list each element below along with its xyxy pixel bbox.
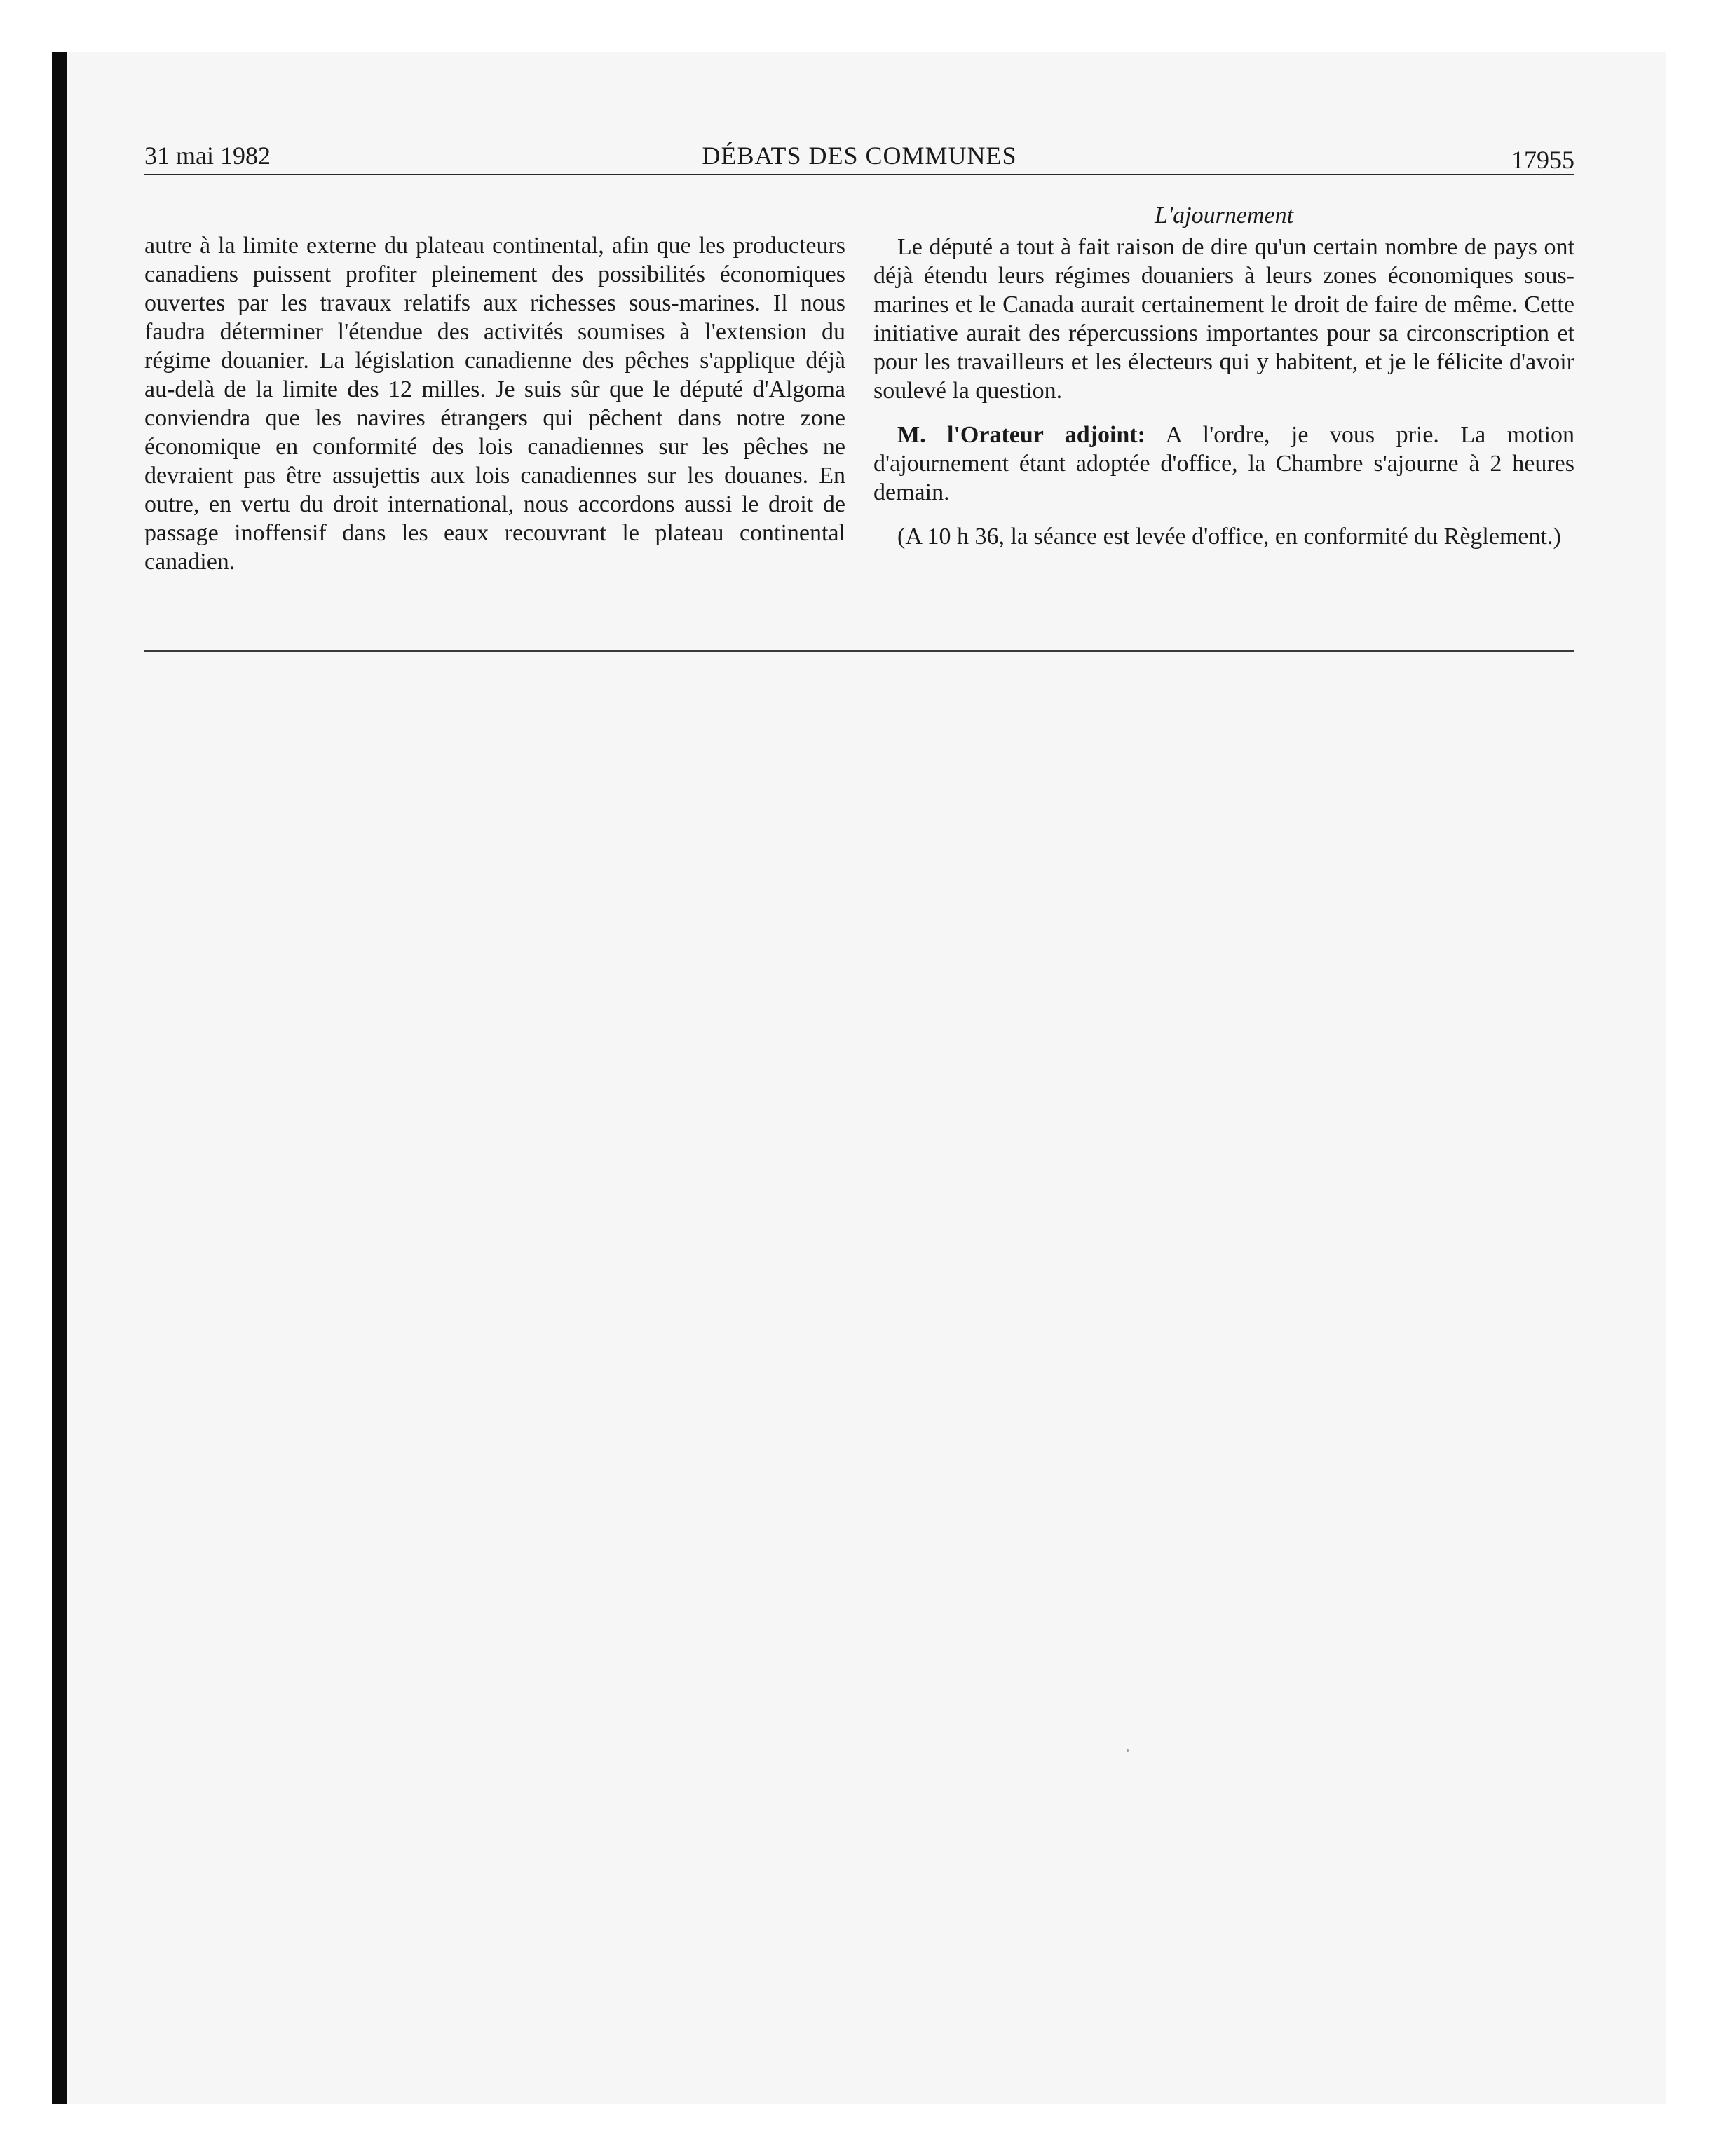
right-paragraph-3: (A 10 h 36, la séance est levée d'office, en conformité du Règlement.)	[897, 524, 1561, 550]
speaker-name: M. l'Orateur adjoint:	[897, 422, 1145, 448]
right-paragraph-1: Le député a tout à fait raison de dire qu'un certain nombre de pays ont déjà étendu leurs régimes douaniers à leurs zones économiques sous-marines et le Canada aurait certainement le droit de faire de même. Cette initiative aurait des répercussions importantes pour sa circonscription et pour les travailleurs et les électeurs qui y habitent, et je le félicite d'avoir soulevé la question.	[873, 234, 1574, 404]
right-column	[873, 199, 1574, 566]
end-rule	[144, 650, 1574, 652]
left-paragraph: autre à la limite externe du plateau continental, afin que les producteurs canadiens puissent profiter pleinement des possibilités économiques ouvertes par les travaux relatifs aux richesses sous-marines. Il nous faudra déterminer l'étendue des activités soumises à l'extension du régime douanier. La législation canadienne des pêches s'applique déjà au-delà de la limite des 12 milles. Je suis sûr que le député d'Algoma conviendra que les navires étrangers qui pêchent dans notre zone économique en conformité des lois canadiennes sur les pêches ne devraient pas être assujettis aux lois canadiennes sur les douanes. En outre, en vertu du droit international, nous accordons aussi le droit de passage inoffensif dans les eaux recouvrant le plateau continental canadien.	[144, 233, 845, 575]
header-title: DÉBATS DES COMMUNES	[702, 142, 1017, 170]
scan-binding-edge	[52, 52, 67, 2104]
header-page-number: 17955	[1511, 146, 1574, 174]
section-title: L'ajournement	[1154, 203, 1294, 228]
left-column	[144, 231, 845, 576]
speaker-paragraph	[873, 421, 1574, 507]
scan-speck	[1127, 1749, 1129, 1752]
header-date: 31 mai 1982	[144, 142, 271, 170]
speaker-text: A l'ordre, je vous prie. La motion d'ajournement étant adoptée d'office, la Chambre s'ajourne à 2 heures demain.	[873, 422, 1575, 505]
header-rule	[144, 174, 1574, 175]
